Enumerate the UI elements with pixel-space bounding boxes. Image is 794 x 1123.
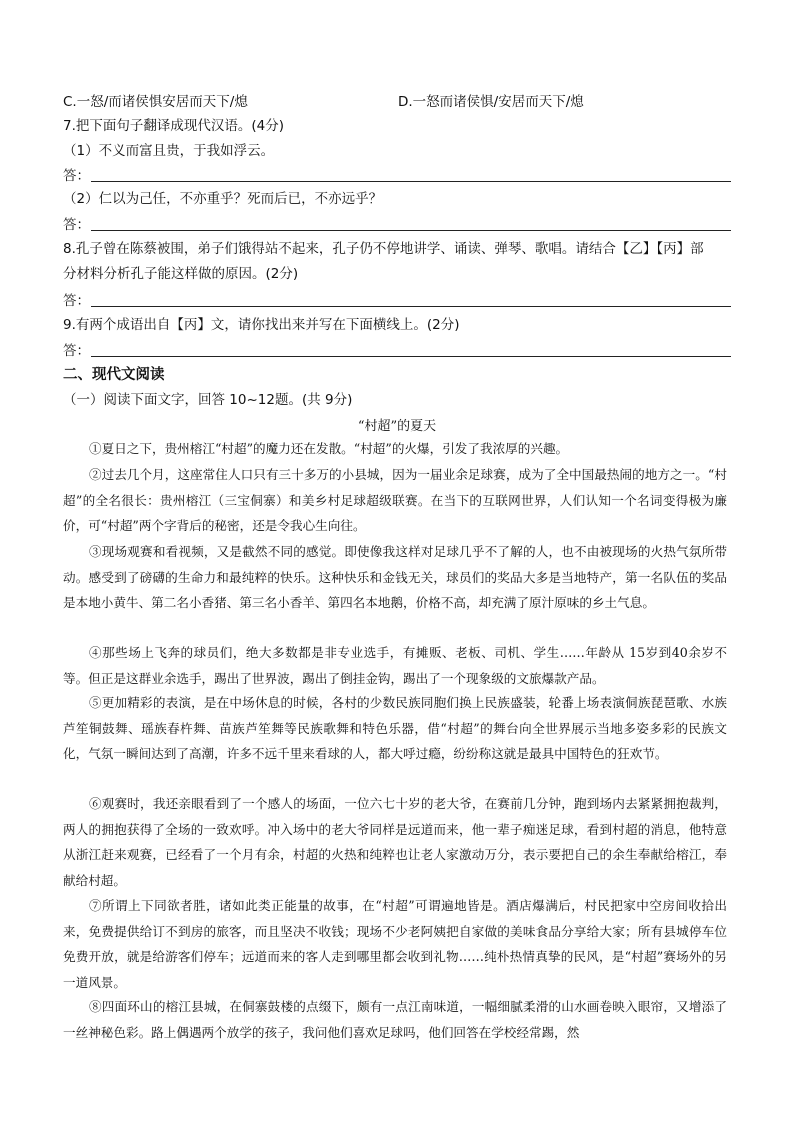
section-instruction: （一）阅读下面文字，回答 10~12题。(共 9分) — [63, 392, 353, 408]
question-9-prompt: 9.有两个成语出自【丙】文，请你找出来并写在下面横线上。(2分) — [63, 317, 460, 333]
answer-line-8[interactable] — [63, 289, 731, 309]
article-paragraph-4: ④那些场上飞奔的球员们，绝大多数都是非专业选手，有摊贩、老板、司机、学生……年龄从 15岁到40余岁不等。但正是这群业余选手，踢出了世界波，踢出了倒挂金钩，踢出了一个现象级的文旅爆款产品。 — [63, 645, 727, 686]
article-paragraph-3: ③现场观赛和看视频，又是截然不同的感觉。即使像我这样对足球几乎不了解的人，也不由被现场的火热气氛所带动。感受到了磅礴的生命力和最纯粹的快乐。这种快乐和金钱无关，球员们的奖品大多是当地特产，第一名队伍的奖品是本地小黄牛、第二名小香猪、第三名小香羊、第四名本地鹅，价格不高，却充满了原汁原味的乡土气息。 — [63, 544, 727, 610]
article-paragraph-5: ⑤更加精彩的表演，是在中场休息的时候，各村的少数民族同胞们换上民族盛装，轮番上场表演侗族琵琶歌、水族芦笙铜鼓舞、瑶族春杵舞、苗族芦笙舞等民族歌舞和特色乐器，借“村超”的舞台向全世界展示当地多姿多彩的民族文化，气氛一瞬间达到了高潮，许多不远千里来看球的人，都大呼过瘾，纷纷称这就是最具中国特色的狂欢节。 — [63, 695, 727, 761]
article-paragraph-8: ⑧四面环山的榕江县城，在侗寨鼓楼的点缀下，颇有一点江南味道，一幅细腻柔滑的山水画卷映入眼帘，又增添了一丝神秘色彩。路上偶遇两个放学的孩子，我问他们喜欢足球吗，他们回答在学校经常踢，然 — [63, 999, 727, 1040]
option-c: C.一怒/而诸侯惧安居而天下/熄 — [63, 94, 248, 110]
answer-label: 答： — [63, 293, 90, 309]
answer-label: 答： — [63, 217, 90, 233]
article-paragraph-7: ⑦所谓上下同欲者胜，诸如此类正能量的故事，在“村超”可谓遍地皆是。酒店爆满后，村民把家中空房间收拾出来，免费提供给订不到房的旅客，而且坚决不收钱；现场不少老阿姨把自家做的美味食品分享给大家；所有县城停车位免费开放，就是给游客们停车；远道而来的客人走到哪里都会收到礼物……纯朴热情真挚的民风，是“村超”赛场外的另一道风景。 — [63, 898, 727, 990]
question-7-sentence-2: （2）仁以为己任，不亦重乎？死而后已，不亦远乎？ — [63, 191, 383, 207]
answer-line-7-1[interactable] — [63, 164, 731, 184]
article-title: “村超”的夏天 — [357, 419, 437, 434]
article-paragraph-1: ①夏日之下，贵州榕江“村超”的魔力还在发散。“村超”的火爆，引发了我浓厚的兴趣。 — [89, 441, 569, 456]
answer-underline — [91, 356, 731, 357]
section-heading: 二、现代文阅读 — [63, 367, 165, 383]
answer-label: 答： — [63, 168, 90, 184]
answer-underline — [91, 306, 731, 307]
answer-label: 答： — [63, 343, 90, 359]
answer-underline — [91, 181, 731, 182]
answer-line-7-2[interactable] — [63, 213, 731, 233]
option-d: D.一怒而诸侯惧/安居而天下/熄 — [398, 94, 584, 110]
question-7-sentence-1: （1）不义而富且贵，于我如浮云。 — [63, 143, 275, 159]
article-paragraph-2: ②过去几个月，这座常住人口只有三十多万的小县城，因为一届业余足球赛，成为了全中国最热闹的地方之一。“村超”的全名很长：贵州榕江（三宝侗寨）和美乡村足球超级联赛。在当下的互联网世界，人们认知一个名词变得极为廉价，可“村超”两个字背后的秘密，还是令我心生向往。 — [63, 467, 727, 533]
answer-underline — [91, 230, 731, 231]
article-paragraph-6: ⑥观赛时，我还亲眼看到了一个感人的场面，一位六七十岁的老大爷，在赛前几分钟，跑到场内去紧紧拥抱裁判，两人的拥抱获得了全场的一致欢呼。冲入场中的老大爷同样是远道而来，他一辈子痴迷足球，看到村超的消息，他特意从浙江赶来观赛，已经看了一个月有余，村超的火热和纯粹也让老人家激动万分，表示要把自己的余生奉献给榕江，奉献给村超。 — [63, 796, 727, 888]
question-7-prompt: 7.把下面句子翻译成现代汉语。(4分) — [63, 118, 285, 134]
answer-line-9[interactable] — [63, 339, 731, 359]
question-8-line-2: 分材料分析孔子能这样做的原因。(2分) — [63, 266, 299, 282]
question-8-line-1: 8.孔子曾在陈蔡被围，弟子们饿得站不起来，孔子仍不停地讲学、诵读、弹琴、歌唱。请结合【乙】【丙】部 — [63, 241, 704, 257]
